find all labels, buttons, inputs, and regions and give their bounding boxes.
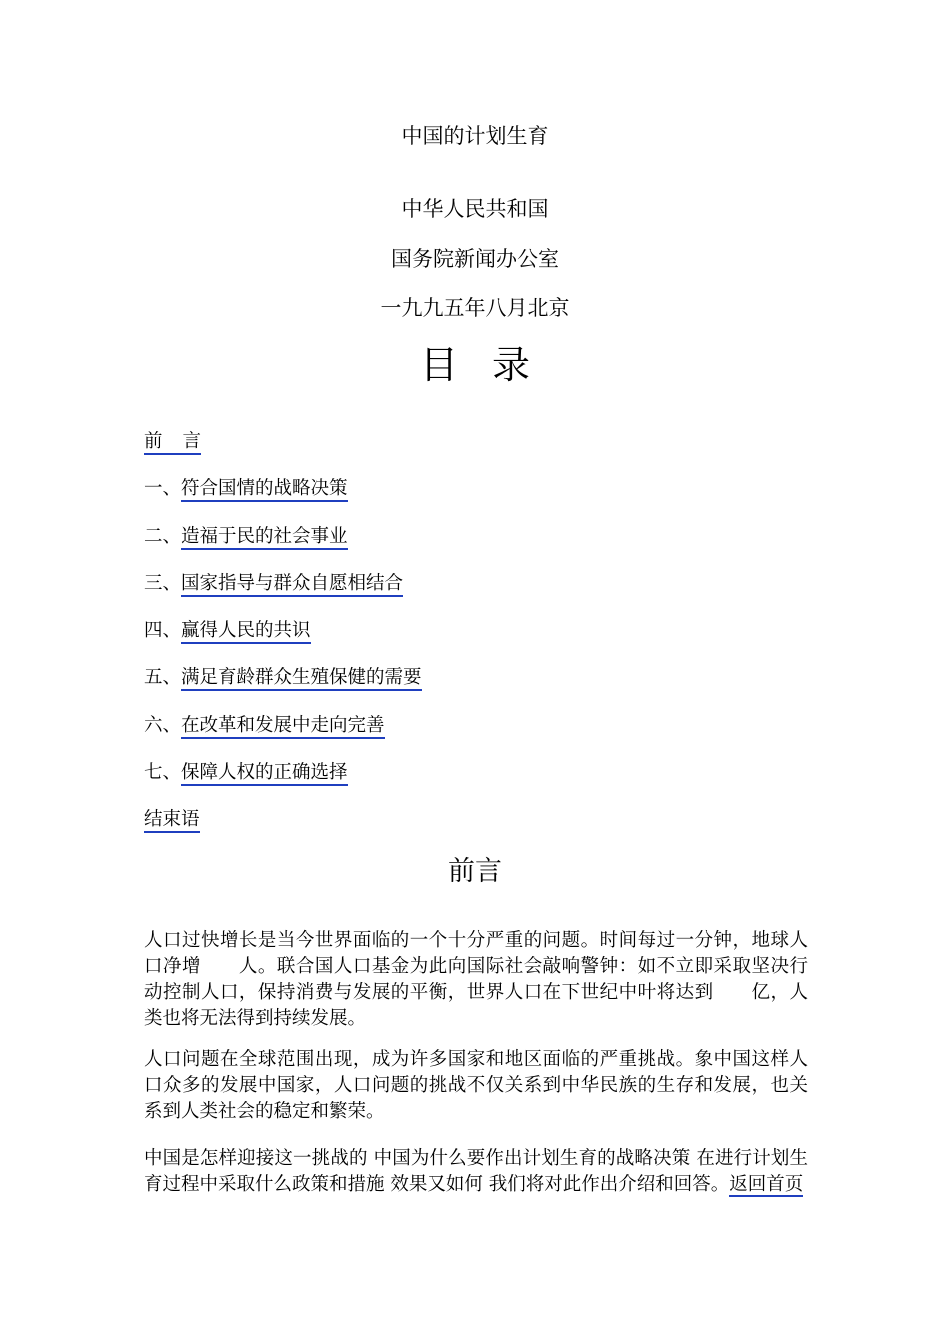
toc-link-chapter-7[interactable]: 保障人权的正确选择 [181,762,348,786]
toc-link-conclusion[interactable]: 结束语 [144,809,200,833]
preface-paragraph-3 [144,1146,808,1198]
toc-item-number: 一、 [144,478,182,500]
toc-item-number: 六、 [144,714,182,736]
toc-item-number: 四、 [144,620,182,642]
toc-link-chapter-1[interactable]: 符合国情的战略决策 [181,478,348,502]
preface-heading: 前言 [448,856,502,887]
toc-item-number: 五、 [144,667,182,689]
toc-item-chapter-7 [144,759,824,806]
toc-link-chapter-5[interactable]: 满足育龄群众生殖保健的需要 [181,667,422,691]
toc-item-number: 七、 [144,762,182,784]
toc-link-char: 前 [144,431,183,452]
toc-heading [0,342,950,388]
toc-item-number: 二、 [144,525,182,547]
toc-link-chapter-4[interactable]: 赢得人民的共识 [181,620,311,644]
toc-item-number: 三、 [144,572,182,594]
toc-item-chapter-4 [144,617,824,664]
toc-item-chapter-6 [144,712,824,759]
issuer-office: 国务院新闻办公室 [391,247,559,271]
preface-paragraph-2: 人口问题在全球范围出现，成为许多国家和地区面临的严重挑战。象中国这样人口众多的发展中国家，人口问题的挑战不仅关系到中华民族的生存和发展，也关系到人类社会的稳定和繁荣。 [144,1049,808,1122]
back-to-home-link[interactable]: 返回首页 [729,1174,804,1195]
preface-paragraph-1: 人口过快增长是当今世界面临的一个十分严重的问题。时间每过一分钟，地球人口净增 人。联合国人口基金为此向国际社会敲响警钟：如不立即采取坚决行动控制人口，保持消费与发展的平衡，世界人口在下世纪中叶将达到 亿，人类也将无法得到持续发展。 [144,930,808,1029]
date-line: 一九九五年八月北京 [380,296,570,320]
toc-item-chapter-3 [144,570,824,617]
toc-item-chapter-2 [144,523,824,570]
toc-item-preface [144,428,824,475]
toc-item-chapter-1 [144,475,824,522]
toc-link-chapter-2[interactable]: 造福于民的社会事业 [181,526,348,550]
document-title: 中国的计划生育 [401,124,549,148]
toc-link-char: 言 [182,431,202,452]
preface-paragraph-3-text: 中国是怎样迎接这一挑战的 中国为什么要作出计划生育的战略决策 在进行计划生育过程中采取什么政策和措施 效果又如何 我们将对此作出介绍和回答。 [144,1148,808,1195]
toc-item-chapter-5 [144,664,824,711]
toc-heading-char: 目 [419,343,492,387]
toc-link-chapter-6[interactable]: 在改革和发展中走向完善 [181,715,385,739]
toc-link-chapter-3[interactable]: 国家指导与群众自愿相结合 [181,573,403,597]
toc-item-conclusion [144,806,824,853]
toc-heading-char: 录 [492,343,565,387]
issuer-country: 中华人民共和国 [401,197,549,221]
table-of-contents [144,428,824,854]
toc-link-preface[interactable] [144,431,201,455]
